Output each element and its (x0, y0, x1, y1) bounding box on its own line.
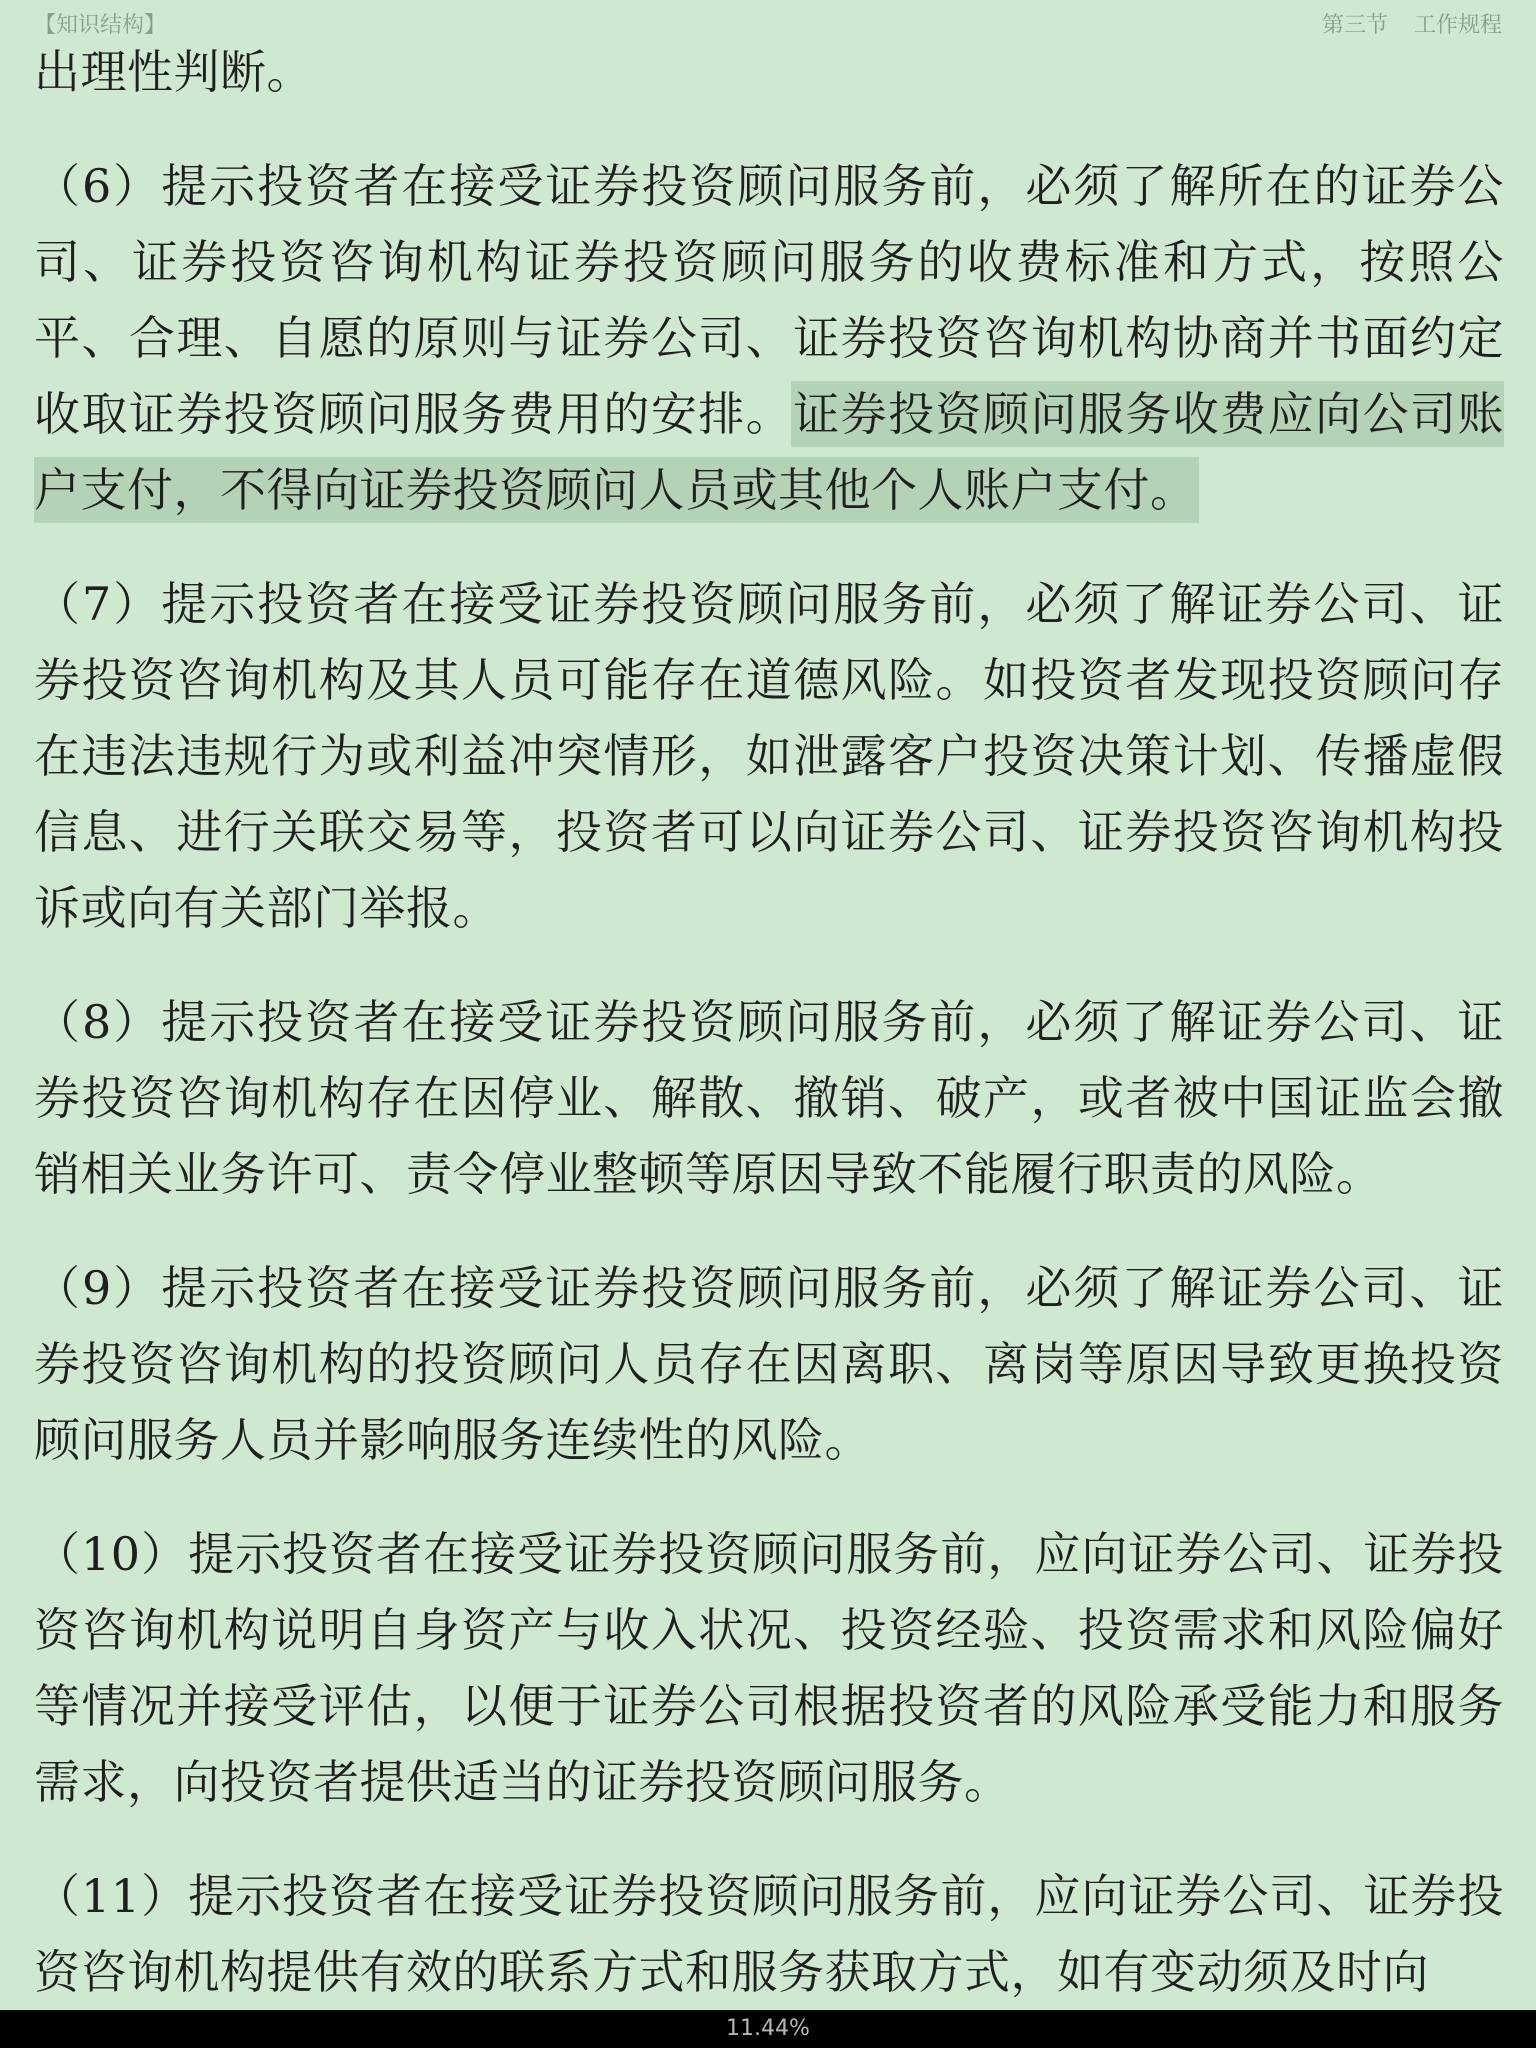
header-chapter-label: 工作规程 (1413, 13, 1502, 38)
reading-content[interactable] (34, 34, 1504, 2010)
paragraph-10: （10）提示投资者在接受证券投资顾问服务前，应向证券公司、证券投资咨询机构说明自身资产与收入状况、投资经验、投资需求和风险偏好等情况并接受评估，以便于证券公司根据投资者的风险承受能力和服务需求，向投资者提供适当的证券投资顾问服务。 (34, 1527, 1504, 1809)
paragraph-6-text: （6）提示投资者在接受证券投资顾问服务前，必须了解所在的证券公司、证券投资咨询机构证券投资顾问服务的收费标准和方式，按照公平、合理、自愿的原则与证券公司、证券投资咨询机构协商并书面约定收取证券投资顾问服务费用的安排。 (34, 159, 1504, 441)
paragraph-9: （9）提示投资者在接受证券投资顾问服务前，必须了解证券公司、证券投资咨询机构的投资顾问人员存在因离职、离岗等原因导致更换投资顾问服务人员并影响服务连续性的风险。 (34, 1261, 1504, 1467)
highlighted-passage[interactable]: 证券投资顾问服务收费应向公司账户支付，不得向证券投资顾问人员或其他个人账户支付。 (34, 383, 1504, 521)
reading-progress-text: 11.44% (726, 2016, 810, 2041)
header-book-section: 【知识结构】 (34, 13, 167, 38)
paragraph-continuation: 出理性判断。 (34, 45, 313, 99)
header-section-label: 第三节 (1321, 13, 1388, 38)
paragraph-6 (34, 148, 1504, 528)
reading-progress-bar (0, 2010, 1536, 2048)
paragraph-11: （11）提示投资者在接受证券投资顾问服务前，应向证券公司、证券投资咨询机构提供有效的联系方式和服务获取方式，如有变动须及时向 (34, 1869, 1504, 1999)
paragraph-8: （8）提示投资者在接受证券投资顾问服务前，必须了解证券公司、证券投资咨询机构存在因停业、解散、撤销、破产，或者被中国证监会撤销相关业务许可、责令停业整顿等原因导致不能履行职责的风险。 (34, 995, 1504, 1201)
paragraph-7: （7）提示投资者在接受证券投资顾问服务前，必须了解证券公司、证券投资咨询机构及其人员可能存在道德风险。如投资者发现投资顾问存在违法违规行为或利益冲突情形，如泄露客户投资决策计划、传播虚假信息、进行关联交易等，投资者可以向证券公司、证券投资咨询机构投诉或向有关部门举报。 (34, 577, 1504, 935)
